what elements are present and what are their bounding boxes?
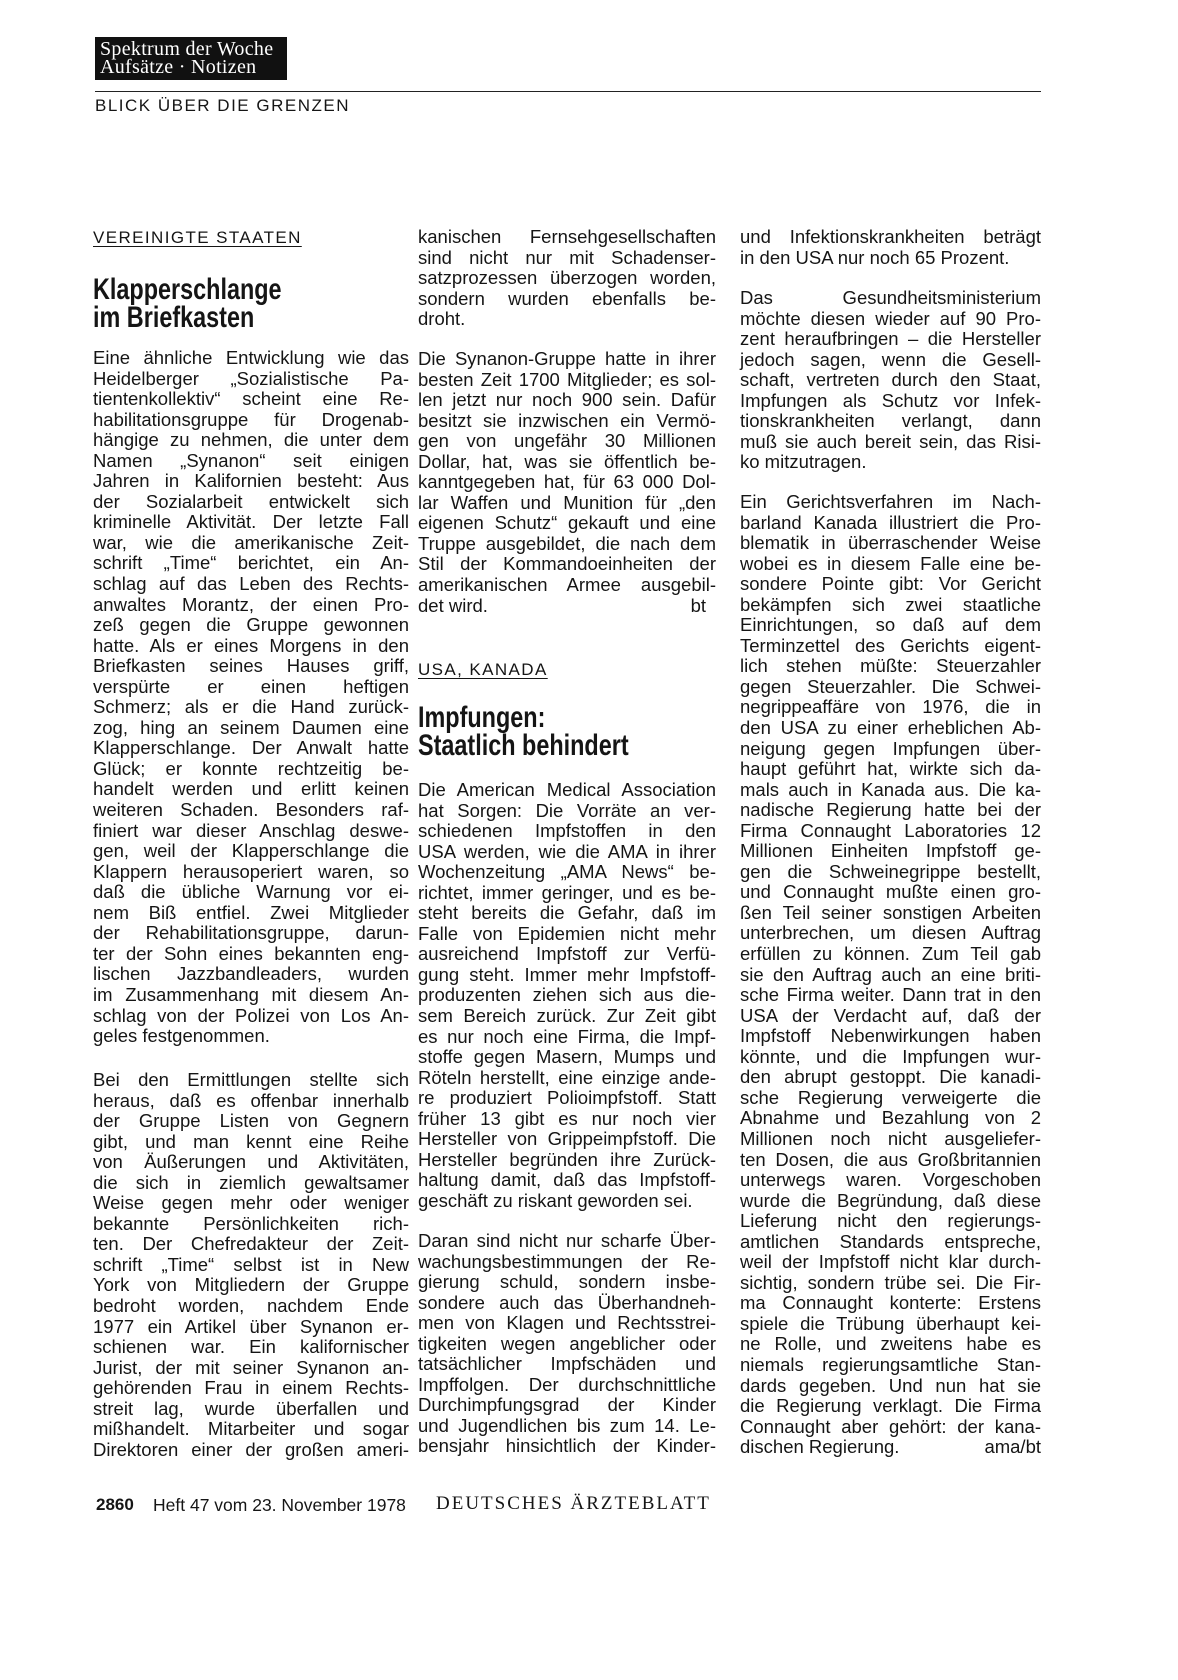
text-line: besten Zeit 1700 Mitglieder; es sol-	[418, 368, 716, 390]
headline-line: Staatlich behindert	[418, 728, 629, 762]
paragraph-continued	[740, 227, 1041, 268]
text-line: bensjahr hinsichtlich der Kinder-	[418, 1435, 716, 1457]
text-line: schiedenen Impfstoffen in den	[418, 820, 716, 842]
text-line: hatte. Als er eines Morgens in den	[93, 634, 409, 656]
text-line: Hersteller begründen ihre Zurück-	[418, 1148, 716, 1170]
text-line: Connaught aber gehört: der kana-	[740, 1415, 1041, 1437]
text-line: USA werden, wie die AMA in ihrer	[418, 840, 716, 862]
text-line: Abnahme und Bezahlung von 2	[740, 1107, 1041, 1129]
headline-line: im Briefkasten	[93, 300, 255, 334]
text-line: geschäft zu riskant geworden sei.	[418, 1189, 693, 1211]
text-line: war, wie die amerikanische Zeit-	[93, 531, 409, 553]
headline	[418, 701, 716, 762]
text-line: geles festgenommen.	[93, 1025, 270, 1047]
journal-name: DEUTSCHES ÄRZTEBLATT	[436, 1493, 711, 1514]
issue-info: Heft 47 vom 23. November 1978	[153, 1495, 406, 1515]
text-line: eigenen Schutz“ gekauft und eine	[418, 512, 716, 534]
text-line: hängige zu nehmen, die unter dem	[93, 429, 409, 451]
text-line: den USA zu einer erheblichen Ab-	[740, 717, 1041, 739]
text-line: Weise gegen mehr oder weniger	[93, 1192, 409, 1214]
text-line: Bei den Ermittlungen stellte sich	[93, 1069, 409, 1090]
paragraph	[740, 288, 1041, 473]
text-line: steht bereits die Gefahr, daß im	[418, 902, 716, 924]
text-line: und Infektionskrankheiten beträgt	[740, 226, 1041, 247]
text-line: Terminzettel des Gerichts eigent-	[740, 634, 1041, 656]
text-line: schienen war. Ein kalifornischer	[93, 1336, 409, 1358]
text-line: niemals regierungsamtliche Stan-	[740, 1353, 1041, 1375]
text-line: sche Firma weiter. Dann trat in den	[740, 984, 1041, 1006]
text-line: produzenten ziehen sich aus die-	[418, 984, 716, 1006]
text-line-content: dischen Regierung.	[740, 1436, 900, 1458]
text-line: Firma Connaught Laboratories 12	[740, 819, 1041, 841]
text-line: kanischen Fernsehgesellschaften	[418, 226, 716, 247]
text-line: zog, hing an seinem Daumen eine	[93, 716, 409, 738]
text-line: mals auch in Kanada aus. Die ka-	[740, 778, 1041, 800]
text-line: sem Bereich zurück. Zur Zeit gibt	[418, 1005, 716, 1027]
text-line: gen von ungefähr 30 Millionen	[418, 430, 716, 452]
text-line: bekämpfen sich zwei staatliche	[740, 593, 1041, 615]
text-line: der Sozialarbeit entwickelt sich	[93, 490, 409, 512]
text-line: Heidelberger „Sozialistische Pa-	[93, 367, 409, 389]
text-line: bedroht worden, nachdem Ende	[93, 1295, 409, 1317]
text-line: Stil der Kommandoeinheiten der	[418, 553, 716, 575]
text-line: haltung damit, daß das Impfstoff-	[418, 1169, 716, 1191]
text-line: gen die Schweinegrippe bestellt,	[740, 860, 1041, 882]
text-line: Die American Medical Association	[418, 779, 716, 800]
author-initials: ama/bt	[984, 1436, 1041, 1458]
text-line: ma Connaught konterte: Erstens	[740, 1292, 1041, 1314]
text-line: sondere Pointe gibt: Vor Gericht	[740, 573, 1041, 595]
text-line: Impfstoff Nebenwirkungen haben	[740, 1025, 1041, 1047]
text-line: Hersteller von Grippeimpfstoff. Die	[418, 1128, 716, 1150]
text-line: anwaltes Morantz, der einen Pro-	[93, 593, 409, 615]
text-line: erfüllen zu können. Zum Teil gab	[740, 943, 1041, 965]
text-line: Millionen noch nicht ausgeliefer-	[740, 1127, 1041, 1149]
page-number: 2860	[96, 1495, 134, 1514]
text-line: ne Rolle, und zweitens habe es	[740, 1333, 1041, 1355]
text-line: der Gruppe Listen von Gegnern	[93, 1110, 409, 1132]
section-label	[93, 228, 409, 248]
text-line: unterwegs waren. Vorgeschoben	[740, 1169, 1041, 1191]
paragraph	[740, 492, 1041, 1458]
text-line: könnte, und die Impfungen wur-	[740, 1045, 1041, 1067]
text-line: Eine ähnliche Entwicklung wie das	[93, 347, 409, 368]
text-line: mißhandelt. Mitarbeiter und sogar	[93, 1418, 409, 1440]
text-line: ten. Der Chefredakteur der Zeit-	[93, 1233, 409, 1255]
text-line: amerikanischen Armee ausgebil-	[418, 574, 716, 596]
masthead-box	[95, 37, 287, 80]
text-line: nadische Regierung hatte bei der	[740, 799, 1041, 821]
paragraph	[93, 1070, 409, 1460]
section-label-text: USA, KANADA	[418, 660, 548, 679]
text-line: die sich in ziemlich gewaltsamer	[93, 1171, 409, 1193]
text-line: ko mitzutragen.	[740, 451, 867, 473]
text-line: men von Klagen und Rechtsstrei-	[418, 1312, 716, 1334]
headline-line: Klapperschlange	[93, 273, 282, 306]
text-line: tigkeiten wegen angeblicher oder	[418, 1332, 716, 1354]
text-line: gehörenden Frau in einem Rechts-	[93, 1377, 409, 1399]
text-line: Glück; er konnte rechtzeitig be-	[93, 757, 409, 779]
text-line: Röteln herstellt, eine einzige ande-	[418, 1066, 716, 1088]
text-line: Jurist, der mit seiner Synanon an-	[93, 1356, 409, 1378]
text-line: tatsächlicher Impfschäden und	[418, 1353, 716, 1375]
text-line: habilitationsgruppe für Drogenab-	[93, 408, 409, 430]
text-line: Lieferung nicht den regierungs-	[740, 1210, 1041, 1232]
text-line: schaft, vertreten durch den Staat,	[740, 369, 1041, 391]
text-line: sche Regierung verweigerte die	[740, 1086, 1041, 1108]
text-line: und Connaught mußte einen gro-	[740, 881, 1041, 903]
text-line: besitzt sie inzwischen ein Vermö-	[418, 409, 716, 431]
text-line: von Äußerungen und Aktivitäten,	[93, 1151, 409, 1173]
author-initials: bt	[690, 594, 706, 616]
text-line: Truppe ausgebildet, die nach dem	[418, 532, 716, 554]
text-line: barland Kanada illustriert die Pro-	[740, 511, 1041, 533]
text-line: gen, weil der Klapperschlange die	[93, 840, 409, 862]
text-line: die Regierung verklagt. Die Firma	[740, 1395, 1041, 1417]
text-line: len jetzt nur noch 900 sein. Dafür	[418, 389, 716, 411]
text-line: Ein Gerichtsverfahren im Nach-	[740, 491, 1041, 512]
text-line: bekannte Persönlichkeiten rich-	[93, 1212, 409, 1234]
text-line: sind nicht nur mit Schadenser-	[418, 246, 716, 268]
text-line: hat Sorgen: Die Vorräte an ver-	[418, 799, 716, 821]
text-line: Einrichtungen, so daß auf dem	[740, 614, 1041, 636]
text-line: streit lag, wurde überfallen und	[93, 1397, 409, 1419]
text-line: im Zusammenhang mit diesem An-	[93, 983, 409, 1005]
text-line: unterbrechen, um diesen Auftrag	[740, 922, 1041, 944]
text-line: muß sie auch bereit sein, das Risi-	[740, 430, 1041, 452]
text-line: dards gegeben. Und nun hat sie	[740, 1374, 1041, 1396]
text-line: kanntgegeben hat, für 63 000 Dol-	[418, 471, 716, 493]
text-line: lar Waffen und Munition für „den	[418, 491, 716, 513]
text-line: Klapperschlange. Der Anwalt hatte	[93, 737, 409, 759]
text-line: in den USA nur noch 65 Prozent.	[740, 246, 1010, 268]
text-line: Direktoren einer der großen ameri-	[93, 1438, 409, 1460]
masthead-title: Spektrum der Woche	[100, 38, 274, 60]
text-line: sondere auch das Überhandneh-	[418, 1291, 716, 1313]
text-line: droht.	[418, 308, 466, 330]
rubric-title: BLICK ÜBER DIE GRENZEN	[95, 96, 350, 115]
section-label-text: VEREINIGTE STAATEN	[93, 228, 302, 247]
text-line: den abrupt gestoppt. Die kanadi-	[740, 1066, 1041, 1088]
text-line: blematik in überraschender Weise	[740, 532, 1041, 554]
text-line: schlag von der Polizei von Los An-	[93, 1004, 409, 1026]
text-line: Die Synanon-Gruppe hatte in ihrer	[418, 348, 716, 369]
text-line: tionskrankheiten verlangt, dann	[740, 410, 1041, 432]
text-line: heraus, daß es offenbar innerhalb	[93, 1089, 409, 1111]
headline	[93, 273, 409, 334]
section-label	[418, 660, 716, 680]
text-line: Briefkasten seines Hauses griff,	[93, 655, 409, 677]
paragraph-continued	[418, 227, 716, 330]
text-line: neigung gegen Impfungen über-	[740, 737, 1041, 759]
text-line: gegen Steuerzahler. Die Schwei-	[740, 675, 1041, 697]
text-line: früher 13 gibt es nur noch vier	[418, 1107, 716, 1129]
masthead-subtitle: Aufsätze · Notizen	[100, 56, 257, 78]
text-line: es nur noch eine Firma, die Impf-	[418, 1025, 716, 1047]
text-line: negrippeaffäre von 1976, die in	[740, 696, 1041, 718]
text-line: amtlichen Standards entspreche,	[740, 1230, 1041, 1252]
text-line: sondern wurden ebenfalls be-	[418, 287, 716, 309]
text-line: Impffolgen. Der durchschnittliche	[418, 1373, 716, 1395]
text-line: sie den Auftrag auch an eine briti-	[740, 963, 1041, 985]
text-line: gung steht. Immer mehr Impfstoff-	[418, 963, 716, 985]
text-line: Jahren in Kalifornien besteht: Aus	[93, 470, 409, 492]
text-line: handelt werden und erlitt keinen	[93, 778, 409, 800]
text-line: schrift „Time“ berichtet, ein An-	[93, 552, 409, 574]
text-line: möchte diesen wieder auf 90 Pro-	[740, 307, 1041, 329]
text-line: York von Mitgliedern der Gruppe	[93, 1274, 409, 1296]
text-line: richtet, immer geringer, und es be-	[418, 881, 716, 903]
text-line: und Jugendlichen bis zum 14. Le-	[418, 1414, 716, 1436]
text-line: 1977 ein Artikel über Synanon er-	[93, 1315, 409, 1337]
text-line: Namen „Synanon“ seit einigen	[93, 449, 409, 471]
paragraph	[93, 348, 409, 1047]
text-line: Daran sind nicht nur scharfe Über-	[418, 1230, 716, 1251]
text-line: ausreichend Impfstoff zur Verfü-	[418, 943, 716, 965]
text-line: sichtig, sondern trübe sei. Die Fir-	[740, 1271, 1041, 1293]
text-line: zent heraufbringen – die Hersteller	[740, 328, 1041, 350]
text-line: Klappern herausoperiert waren, so	[93, 860, 409, 882]
text-line: finiert war dieser Anschlag deswe-	[93, 819, 409, 841]
text-line: schrift „Time“ selbst ist in New	[93, 1253, 409, 1275]
text-line: re produziert Polioimpfstoff. Statt	[418, 1087, 716, 1109]
text-line: weiteren Schaden. Besonders raf-	[93, 799, 409, 821]
text-line: gierung schuld, sondern insbe-	[418, 1271, 716, 1293]
paragraph	[418, 1231, 716, 1457]
text-line: Wochenzeitung „AMA News“ be-	[418, 861, 716, 883]
text-line: Impfungen als Schutz vor Infek-	[740, 389, 1041, 411]
text-line: lischen Jazzbandleaders, wurden	[93, 963, 409, 985]
text-line: Millionen Einheiten Impfstoff ge-	[740, 840, 1041, 862]
text-line: stoffe gegen Masern, Mumps und	[418, 1046, 716, 1068]
text-line: ßen Teil seiner sonstigen Arbeiten	[740, 901, 1041, 923]
text-line: gibt, und man kennt eine Reihe	[93, 1130, 409, 1152]
text-line: der Rehabilitationsgruppe, darun-	[93, 922, 409, 944]
headline-line: Impfungen:	[418, 701, 546, 734]
text-line: wobei es in diesem Falle eine be-	[740, 552, 1041, 574]
paragraph	[418, 780, 716, 1211]
text-line: schlag auf das Leben des Rechts-	[93, 573, 409, 595]
text-line: Durchimpfungsgrad der Kinder	[418, 1394, 716, 1416]
text-line: haupt geführt hat, wirkte sich da-	[740, 758, 1041, 780]
text-line: Dollar, hat, was sie öffentlich be-	[418, 450, 716, 472]
text-line	[418, 596, 716, 617]
text-line: USA der Verdacht auf, daß der	[740, 1004, 1041, 1026]
text-line: ten Dosen, die aus Großbritannien	[740, 1148, 1041, 1170]
text-line: verspürte er einen heftigen	[93, 675, 409, 697]
text-line	[740, 1437, 1041, 1458]
text-line: wurde die Begründung, daß diese	[740, 1189, 1041, 1211]
text-line: Falle von Epidemien nicht mehr	[418, 922, 716, 944]
text-line: zeß gegen die Gruppe gewonnen	[93, 614, 409, 636]
header-rule	[95, 91, 1041, 92]
paragraph	[418, 349, 716, 616]
text-line: ter der Sohn eines bekannten eng-	[93, 942, 409, 964]
text-line: tientenkollektiv“ scheint eine Re-	[93, 388, 409, 410]
text-line: wachungsbestimmungen der Re-	[418, 1250, 716, 1272]
text-line: jedoch sagen, wenn die Gesell-	[740, 348, 1041, 370]
text-line: kriminelle Aktivität. Der letzte Fall	[93, 511, 409, 533]
text-line-content: det wird.	[418, 594, 488, 616]
text-line: daß die übliche Warnung vor ei-	[93, 881, 409, 903]
text-line: Schmerz; als er die Hand zurück-	[93, 696, 409, 718]
text-line: satzprozessen überzogen worden,	[418, 267, 716, 289]
text-line: lich stehen müßte: Steuerzahler	[740, 655, 1041, 677]
text-line: spiele die Trübung überhaupt kei-	[740, 1312, 1041, 1334]
text-line: nem Biß entfiel. Zwei Mitglieder	[93, 901, 409, 923]
text-line: Das Gesundheitsministerium	[740, 287, 1041, 308]
text-line: weil der Impfstoff nicht klar durch-	[740, 1251, 1041, 1273]
